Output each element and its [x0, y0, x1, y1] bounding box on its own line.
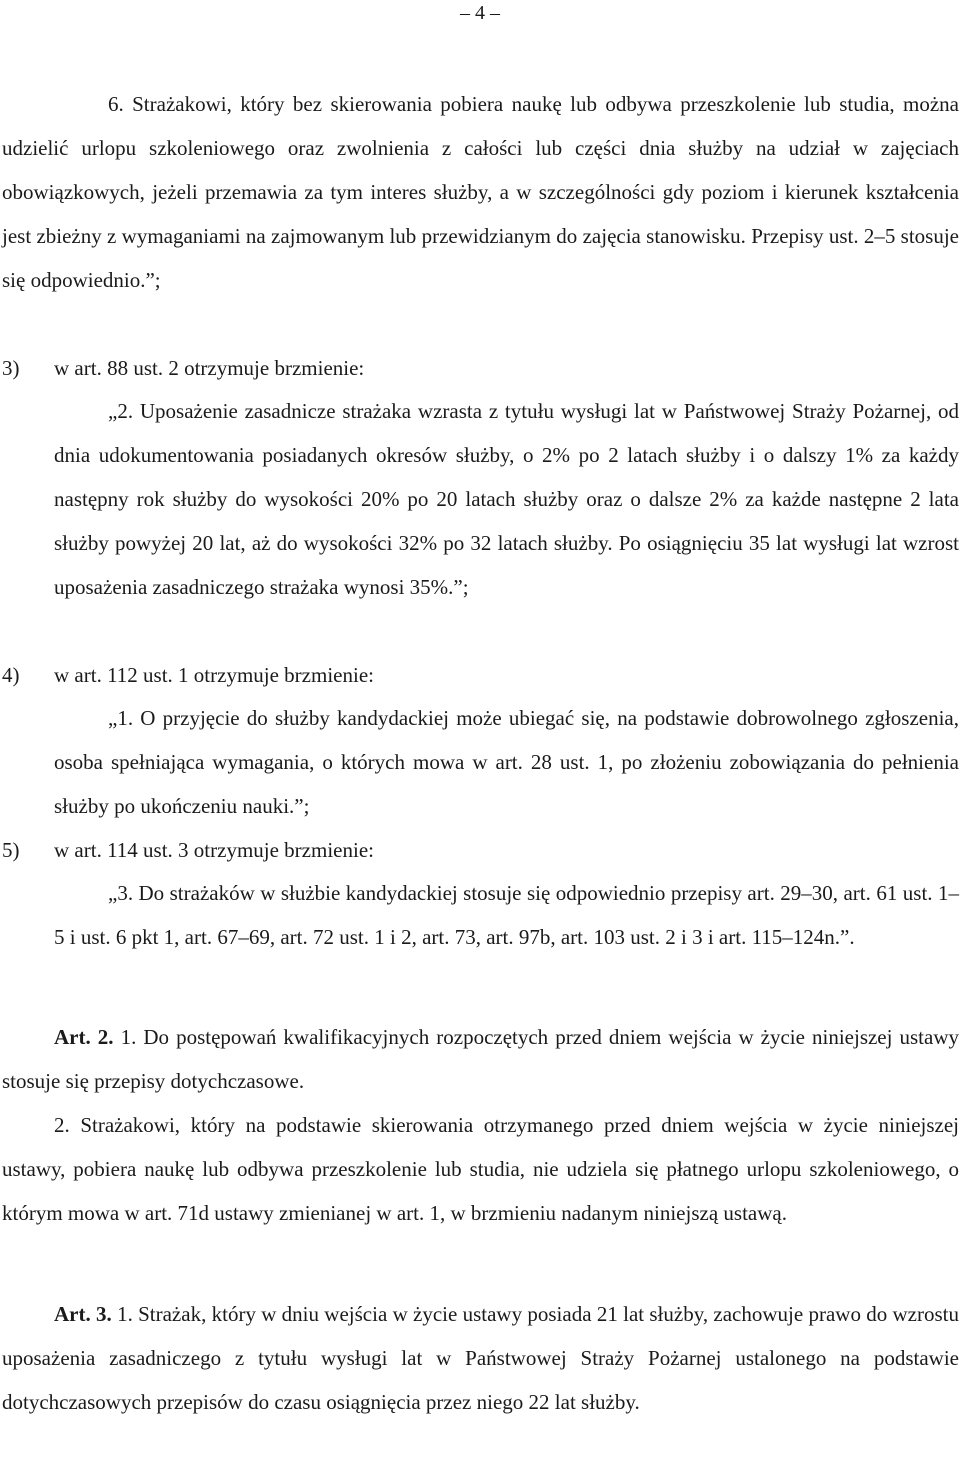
list-item-number: 3) [2, 356, 20, 380]
article-3-text: 1. Strażak, który w dniu wejścia w życie ustawy posiada 21 lat służby, zachowuje prawo do wzrostu uposażenia zasadniczego z tytułu wysługi lat w Państwowej Straży Pożarnej ustalonego na podstawie dotychczasowych przepisów do czasu osiągnięcia przez niego 22 lat służby. [2, 1302, 960, 1414]
list-item-text: w art. 88 ust. 2 otrzymuje brzmienie: [54, 356, 365, 380]
article-2-label: Art. 2. [54, 1025, 114, 1049]
list-item-4 [2, 660, 374, 690]
list-item-number: 4) [2, 663, 20, 687]
list-item-text: w art. 114 ust. 3 otrzymuje brzmienie: [54, 838, 374, 862]
article-2-text: 1. Do postępowań kwalifikacyjnych rozpoczętych przed dniem wejścia w życie niniejszej ustawy stosuje się przepisy dotychczasowe. [2, 1025, 959, 1093]
page-number: – 4 – [460, 2, 500, 24]
article-2-paragraph-2: 2. Strażakowi, który na podstawie skierowania otrzymanego przed dniem wejścia w życie niniejszej ustawy, pobiera naukę lub odbywa przeszkolenie lub studia, nie udziela się płatnego urlopu szkoleniowego, o którym mowa w art. 71d ustawy zmienianej w art. 1, w brzmieniu nadanym niniejszą ustawą. [2, 1113, 959, 1225]
article-2-paragraph-1 [2, 1015, 959, 1103]
article-3-label: Art. 3. [54, 1302, 112, 1326]
article-3-paragraph-1 [2, 1292, 959, 1424]
list-item-text: w art. 112 ust. 1 otrzymuje brzmienie: [54, 663, 374, 687]
quoted-paragraph-1: „1. O przyjęcie do służby kandydackiej może ubiegać się, na podstawie dobrowolnego zgłoszenia, osoba spełniająca wymagania, o których mowa w art. 28 ust. 1, po złożeniu zobowiązania do pełnienia służby po ukończeniu nauki.”; [54, 706, 959, 818]
quoted-paragraph-3: „3. Do strażaków w służbie kandydackiej stosuje się odpowiednio przepisy art. 29–30, art. 61 ust. 1–5 i ust. 6 pkt 1, art. 67–69, art. 72 ust. 1 i 2, art. 73, art. 97b, art. 103 ust. 2 i 3 i art. 115–124n.”. [54, 881, 959, 949]
list-item-number: 5) [2, 838, 20, 862]
quoted-paragraph-2: „2. Uposażenie zasadnicze strażaka wzrasta z tytułu wysługi lat w Państwowej Straży Pożarnej, od dnia udokumentowania posiadanych okresów służby, o 2% po 2 latach służby i o dalszy 1% za każdy następny rok służby do wysokości 20% po 20 latach służby oraz o dalsze 2% za każde następne 2 lata służby powyżej 20 lat, aż do wysokości 32% po 32 latach służby. Po osiągnięciu 35 lat wysługi lat wzrost uposażenia zasadniczego strażaka wynosi 35%.”; [54, 399, 959, 599]
paragraph-6: 6. Strażakowi, który bez skierowania pobiera naukę lub odbywa przeszkolenie lub studia, można udzielić urlopu szkoleniowego oraz zwolnienia z całości lub części dnia służby na udział w zajęciach obowiązkowych, jeżeli przemawia za tym interes służby, a w szczególności gdy poziom i kierunek kształcenia jest zbieżny z wymaganiami na zajmowanym lub przewidzianym do zajęcia stanowisku. Przepisy ust. 2–5 stosuje się odpowiednio.”; [2, 92, 959, 292]
list-item-5 [2, 835, 374, 865]
list-item-3 [2, 353, 364, 383]
